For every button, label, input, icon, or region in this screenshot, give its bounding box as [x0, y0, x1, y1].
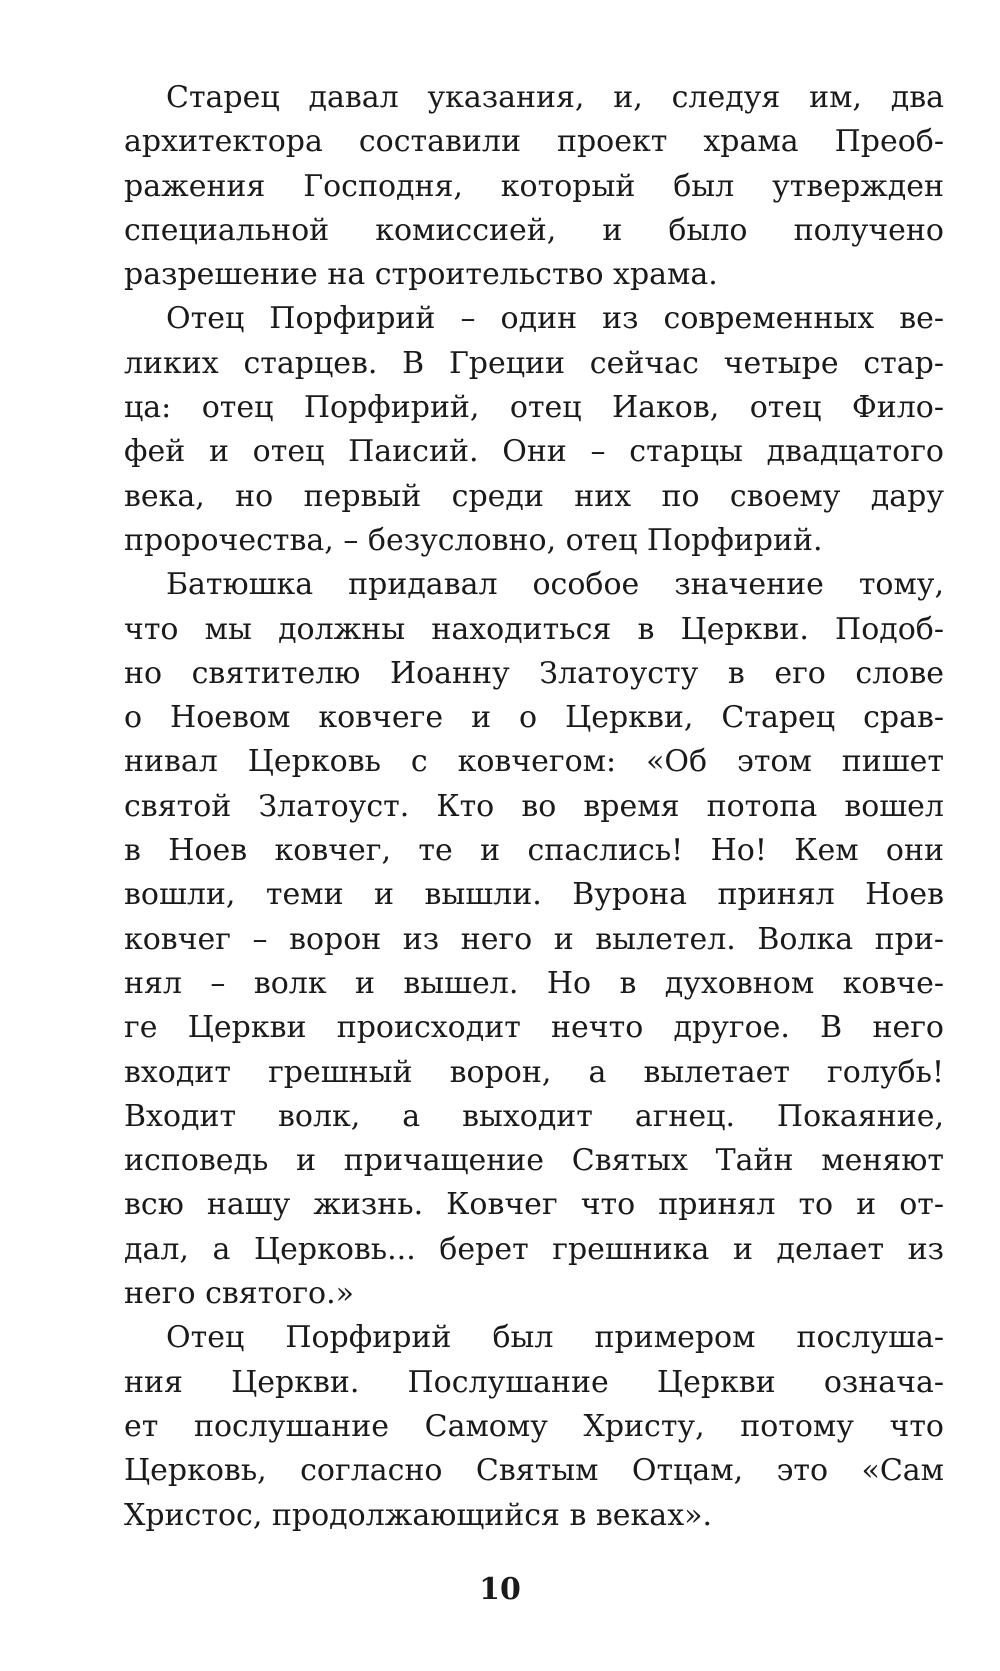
text-line: Церковь, согласно Святым Отцам, это «Сам [124, 1453, 944, 1489]
body-text [124, 76, 944, 1538]
text-line: ния Церкви. Послушание Церкви означа- [124, 1364, 944, 1400]
text-line: фей и отец Паисий. Они – старцы двадцатого [124, 434, 944, 470]
text-line: ге Церкви происходит нечто другое. В него [124, 1010, 944, 1046]
text-line: но святителю Иоанну Златоусту в его слове [124, 655, 944, 691]
text-line: ет послушание Самому Христу, потому что [124, 1408, 944, 1444]
text-line: Входит волк, а выходит агнец. Покаяние, [124, 1098, 944, 1134]
text-line: в Ноев ковчег, те и спаслись! Но! Кем они [124, 833, 944, 869]
text-line: Батюшка придавал особое значение тому, [166, 567, 944, 603]
paragraph [124, 1316, 944, 1537]
text-line: разрешение на строительство храма. [124, 257, 718, 293]
text-line: ликих старцев. В Греции сейчас четыре стар- [124, 345, 944, 381]
text-line: исповедь и причащение Святых Тайн меняют [124, 1143, 944, 1179]
text-line: о Ноевом ковчеге и о Церкви, Старец срав- [124, 700, 944, 736]
text-line: что мы должны находиться в Церкви. Подоб- [124, 611, 944, 647]
paragraph [124, 563, 944, 1316]
text-line: века, но первый среди них по своему дару [124, 478, 944, 514]
paragraph [124, 76, 944, 297]
text-line: Отец Порфирий был примером послуша- [166, 1320, 944, 1356]
text-line: всю нашу жизнь. Ковчег что принял то и от- [124, 1187, 944, 1223]
text-line: вошли, теми и вышли. Вурона принял Ноев [124, 877, 944, 913]
text-line: Отец Порфирий – один из современных ве- [166, 301, 944, 337]
text-line: нивал Церковь с ковчегом: «Об этом пишет [124, 744, 944, 780]
text-line: Старец давал указания, и, следуя им, два [166, 80, 944, 115]
text-line: ковчег – ворон из него и вылетел. Волка при- [124, 921, 944, 957]
text-line: святой Златоуст. Кто во время потопа вошел [124, 788, 944, 824]
text-line: Христос, продолжающийся в веках». [124, 1497, 713, 1533]
text-line: нял – волк и вышел. Но в духовном ковче- [124, 965, 944, 1001]
page-number: 10 [479, 1572, 521, 1607]
text-line: специальной комиссией, и было получено [124, 212, 944, 248]
text-line: входит грешный ворон, а вылетает голубь! [124, 1054, 944, 1090]
text-line: ражения Господня, который был утвержден [124, 168, 944, 204]
text-line: пророчества, – безусловно, отец Порфирий. [124, 522, 823, 558]
paragraph [124, 297, 944, 563]
text-line: дал, а Церковь... берет грешника и делает из [124, 1231, 944, 1267]
text-line: архитектора составили проект храма Преоб- [124, 124, 944, 160]
text-line: ца: отец Порфирий, отец Иаков, отец Фило- [124, 390, 944, 426]
text-line: него святого.» [124, 1276, 355, 1312]
